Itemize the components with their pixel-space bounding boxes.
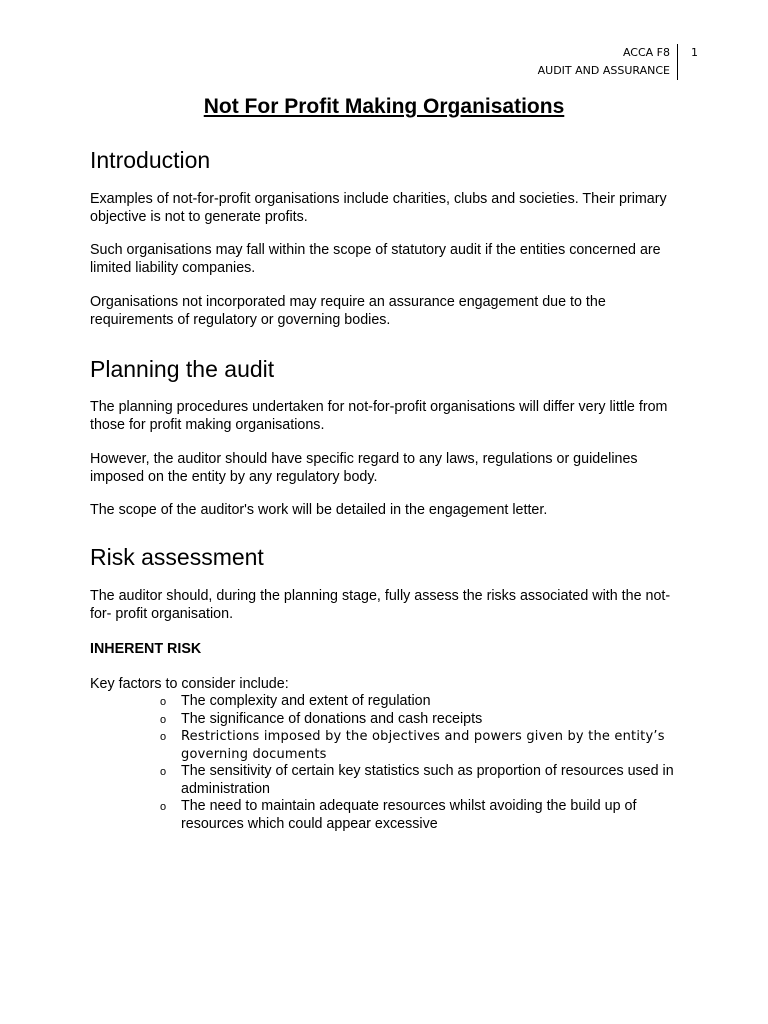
- bullet-marker: o: [160, 713, 167, 726]
- paragraph: Examples of not-for-profit organisations include charities, clubs and societies. Their primary objective is not to generate profits.: [90, 191, 667, 225]
- header-course: ACCA F8: [622, 46, 670, 59]
- bullet-marker: o: [160, 696, 167, 708]
- list-item-text: The complexity and extent of regulation: [181, 693, 431, 709]
- list-item-text: Restrictions imposed by the objectives and powers given by the entity’s governing documents: [181, 729, 665, 762]
- list-item: [160, 798, 680, 833]
- subheading-inherent-risk: INHERENT RISK: [90, 641, 202, 657]
- header-subject: AUDIT AND ASSURANCE: [537, 64, 670, 77]
- list-item-text: The sensitivity of certain key statistics such as proportion of resources used in administration: [181, 763, 674, 797]
- paragraph: However, the auditor should have specific regard to any laws, regulations or guidelines imposed on the entity by any regulatory body.: [90, 451, 638, 485]
- running-header: [538, 44, 678, 80]
- section-heading-risk-assessment: Risk assessment: [90, 544, 264, 570]
- bullet-marker: o: [160, 766, 167, 778]
- page-title: Not For Profit Making Organisations: [203, 95, 565, 118]
- list-item: [160, 763, 680, 798]
- bullet-marker: o: [160, 801, 167, 813]
- list-intro: Key factors to consider include:: [90, 676, 289, 692]
- paragraph: The scope of the auditor's work will be detailed in the engagement letter.: [90, 502, 548, 518]
- paragraph: Organisations not incorporated may require an assurance engagement due to the requirements of regulatory or governing bodies.: [90, 294, 606, 328]
- list-item-text: The significance of donations and cash receipts: [181, 710, 483, 727]
- key-factors-list: [160, 693, 680, 833]
- list-item: [160, 711, 680, 729]
- section-heading-introduction: Introduction: [90, 147, 211, 173]
- list-item: [160, 728, 680, 763]
- section-heading-planning: Planning the audit: [90, 356, 275, 382]
- page-number: 1: [691, 46, 698, 59]
- list-item-text: The need to maintain adequate resources whilst avoiding the build up of resources which could appear excessive: [181, 798, 637, 832]
- bullet-marker: o: [160, 731, 167, 743]
- paragraph: The planning procedures undertaken for not-for-profit organisations will differ very little from those for profit making organisations.: [90, 399, 668, 433]
- list-item: [160, 693, 680, 711]
- paragraph: Such organisations may fall within the scope of statutory audit if the entities concerned are limited liability companies.: [90, 242, 661, 276]
- paragraph: The auditor should, during the planning stage, fully assess the risks associated with the not-for- profit organisation.: [90, 588, 671, 622]
